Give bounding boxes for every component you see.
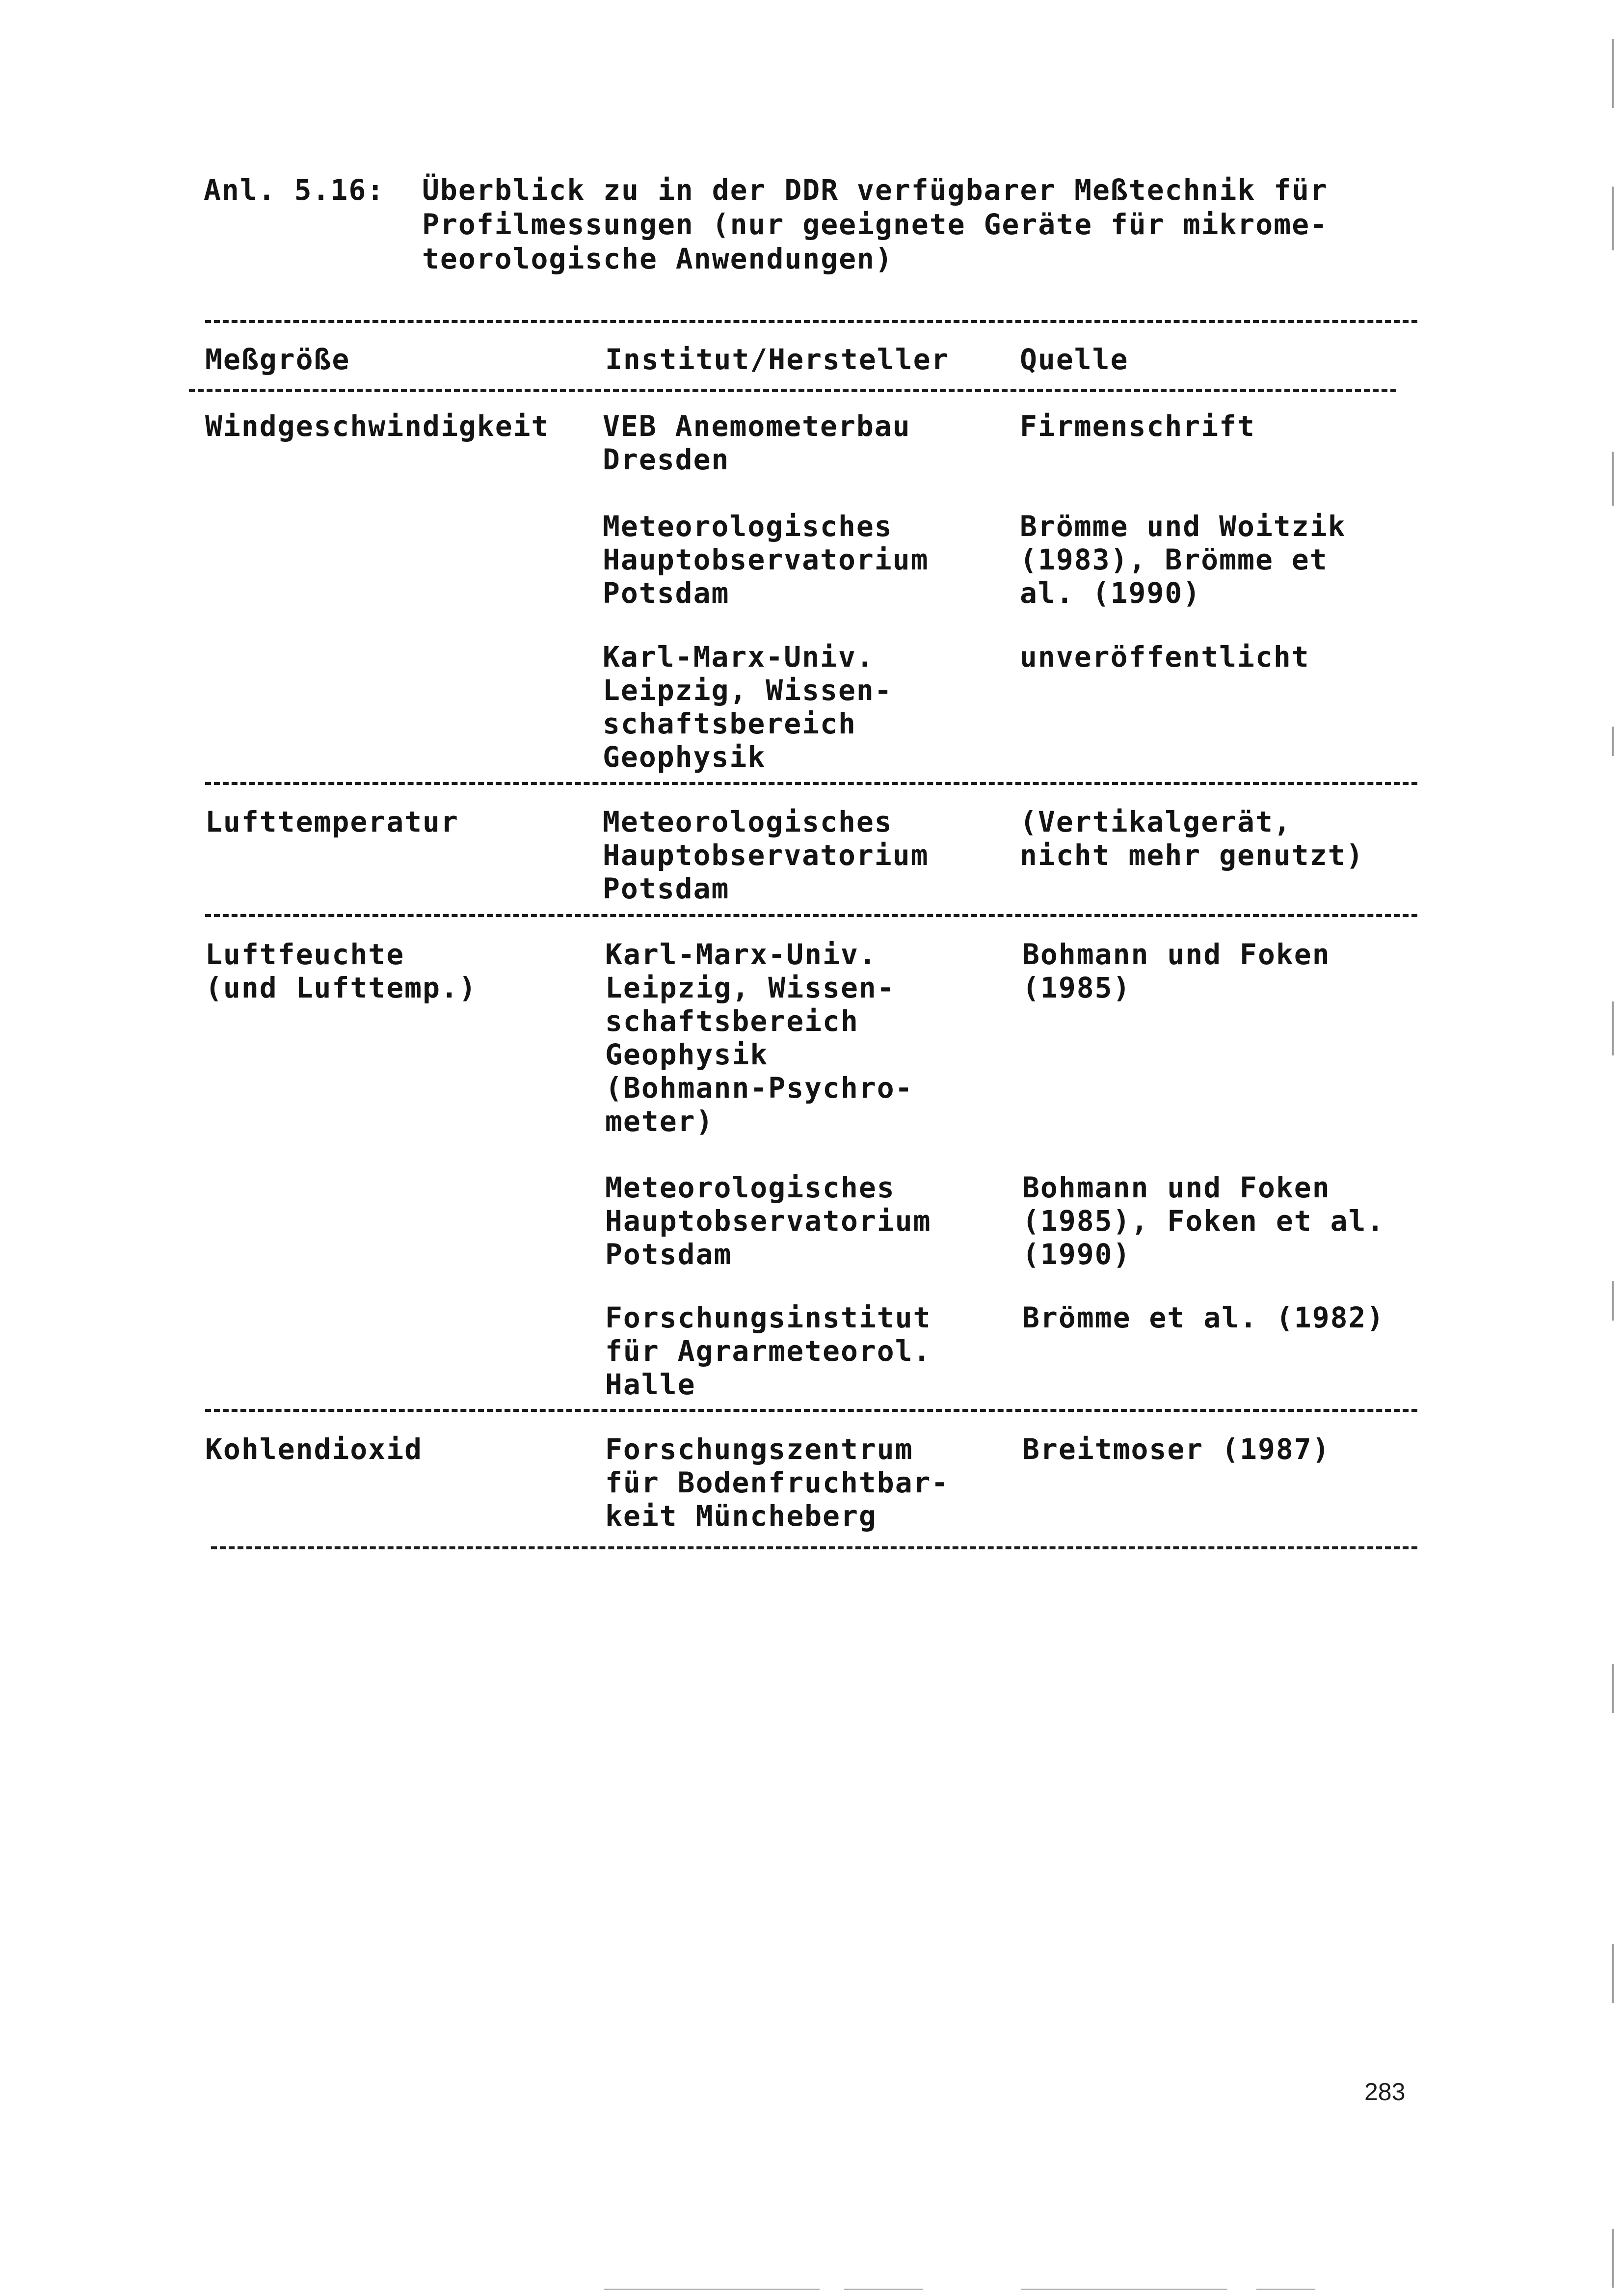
row-source-wind-3: unveröffentlicht [1020,640,1310,674]
row-institution-temp-1: Meteorologisches Hauptobservatorium Potsdam [603,805,929,905]
row-parameter-co2: Kohlendioxid [205,1432,423,1466]
row-parameter-wind: Windgeschwindigkeit [205,409,550,443]
scan-margin-line [1612,452,1614,506]
row-rule-1 [205,782,1417,785]
scan-margin-line [1612,727,1614,756]
scan-bottom-line [844,2289,923,2290]
scan-margin-line [1612,1664,1614,1713]
table-caption [204,173,1440,276]
row-parameter-humidity: Luftfeuchte (und Lufttemp.) [205,938,477,1004]
scan-margin-line [1612,1001,1614,1055]
row-institution-wind-3: Karl-Marx-Univ. Leipzig, Wissen- schaftsbereich Geophysik [603,640,893,774]
caption-text: Überblick zu in der DDR verfügbarer Meßtechnik für Profilmessungen (nur geeignete Geräte für mikrome- teorologische Anwendungen) [422,173,1328,275]
caption-label: Anl. 5.16: [204,173,385,207]
scan-margin-line [1612,2229,1614,2288]
row-source-humidity-3: Brömme et al. (1982) [1022,1301,1385,1334]
scan-margin-line [1612,1281,1614,1321]
row-source-wind-1: Firmenschrift [1020,409,1255,443]
row-institution-humidity-3: Forschungsinstitut für Agrarmeteorol. Halle [605,1301,931,1401]
header-source: Quelle [1020,343,1129,376]
row-rule-3 [205,1409,1417,1412]
row-source-humidity-1: Bohmann und Foken (1985) [1022,938,1330,1004]
scan-bottom-line [1256,2289,1315,2290]
row-source-co2-1: Breitmoser (1987) [1022,1432,1330,1466]
row-institution-co2-1: Forschungszentrum für Bodenfruchtbar- keit Müncheberg [605,1432,950,1533]
row-source-humidity-2: Bohmann und Foken (1985), Foken et al. (1990) [1022,1171,1385,1271]
scan-margin-line [1612,1944,1614,2003]
row-source-wind-2: Brömme und Woitzik (1983), Brömme et al. (1990) [1020,510,1346,610]
scan-bottom-line [1021,2289,1227,2290]
scan-margin-line [1612,39,1614,108]
page-number: 283 [1364,2078,1406,2106]
row-rule-2 [205,914,1417,917]
row-parameter-temp: Lufttemperatur [205,805,459,838]
row-institution-humidity-2: Meteorologisches Hauptobservatorium Potsdam [605,1171,931,1271]
row-institution-humidity-1: Karl-Marx-Univ. Leipzig, Wissen- schaftsbereich Geophysik (Bohmann-Psychro- meter) [605,938,913,1138]
row-institution-wind-1: VEB Anemometerbau Dresden [603,409,911,476]
table-top-rule [205,320,1417,323]
table-bottom-rule [211,1546,1417,1549]
row-institution-wind-2: Meteorologisches Hauptobservatorium Potsdam [603,510,929,610]
header-rule [189,389,1396,392]
header-parameter: Meßgröße [205,343,350,376]
row-source-temp-1: (Vertikalgerät, nicht mehr genutzt) [1020,805,1364,872]
scan-bottom-line [604,2289,820,2290]
header-institution: Institut/Hersteller [605,343,950,376]
scan-margin-line [1612,187,1614,250]
